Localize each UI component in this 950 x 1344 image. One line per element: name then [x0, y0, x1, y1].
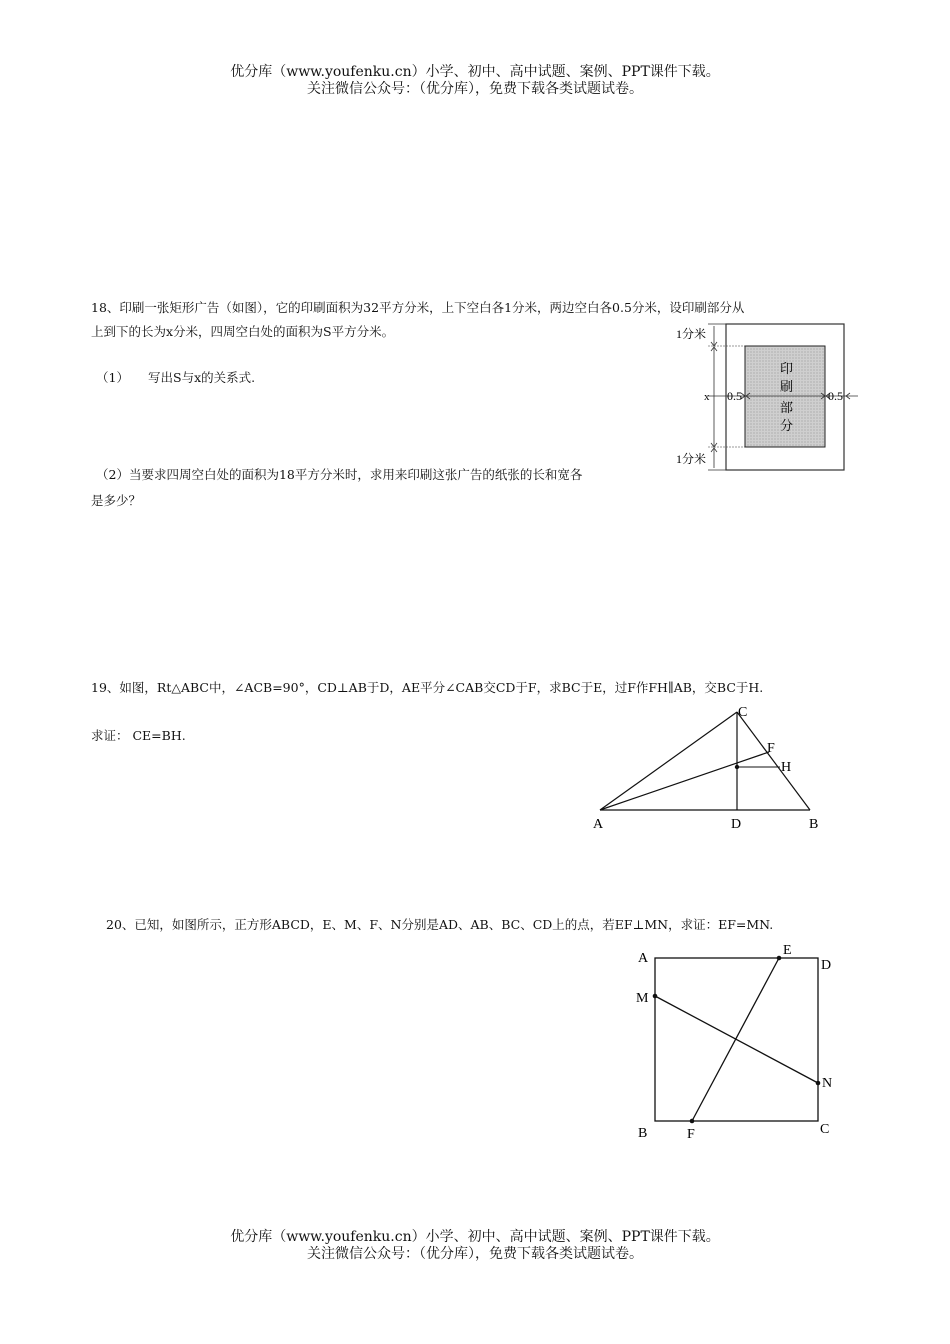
right-margin-label: 0.5: [828, 389, 843, 403]
q20-label-F: F: [687, 1127, 695, 1140]
x-label: x: [704, 391, 710, 403]
footer-line-1: 优分库（www.youfenku.cn）小学、初中、高中试题、案例、PPT课件下载。: [230, 1229, 720, 1245]
q19-text: 19、如图，Rt△ABC中，∠ACB=90°，CD⊥AB于D，AE平分∠CAB交CD于F，求BC于E，过F作FH∥AB，交BC于H.: [91, 680, 764, 695]
q18-text-line-1: 18、印刷一张矩形广告（如图），它的印刷面积为32平方分米，上下空白各1分米，两边空白各0.5分米，设印刷部分从: [91, 300, 745, 315]
footer-line-2: 关注微信公众号：（优分库），免费下载各类试题试卷。: [307, 1246, 643, 1262]
q20-label-D: D: [821, 958, 832, 973]
q20-label-E: E: [783, 943, 792, 958]
print-char-2: 刷: [780, 379, 794, 394]
print-char-3: 部: [780, 400, 794, 415]
q19-label-H: H: [781, 760, 792, 775]
q18-part1-number: （1）: [96, 370, 129, 385]
q19-label-B: B: [809, 817, 819, 832]
header-line-2: 关注微信公众号：（优分库），免费下载各类试题试卷。: [307, 81, 643, 97]
q20-label-C: C: [820, 1122, 830, 1137]
q18-part1-text: 写出S与x的关系式.: [148, 370, 256, 385]
q18-poster-figure: [672, 318, 862, 476]
q19-label-C: C: [738, 705, 748, 720]
q18-text-line-2: 上到下的长为x分米，四周空白处的面积为S平方分米。: [91, 324, 395, 339]
q20-square-figure: [630, 940, 845, 1140]
top-margin-label: 1分米: [676, 327, 707, 341]
q20-text: 20、已知，如图所示，正方形ABCD，E、M、F、N分别是AD、AB、BC、CD上的点，若EF⊥MN，求证：EF=MN.: [106, 917, 774, 932]
print-char-1: 印: [780, 361, 794, 376]
q20-label-A: A: [638, 951, 649, 966]
q20-label-M: M: [636, 991, 649, 1006]
header-line-1: 优分库（www.youfenku.cn）小学、初中、高中试题、案例、PPT课件下载。: [230, 64, 720, 80]
q19-label-F: F: [767, 741, 775, 756]
print-char-4: 分: [780, 418, 794, 433]
q18-part2-line-2: 是多少？: [91, 493, 142, 508]
q20-label-B: B: [638, 1126, 648, 1140]
q19-triangle-figure: [585, 700, 835, 835]
q19-label-D: D: [731, 817, 742, 832]
bottom-margin-label: 1分米: [676, 452, 707, 466]
q20-label-N: N: [822, 1076, 833, 1091]
q18-part2-line-1: （2）当要求四周空白处的面积为18平方分米时，求用来印刷这张广告的纸张的长和宽各: [96, 467, 583, 482]
q19-label-A: A: [593, 817, 604, 832]
left-margin-label: 0.5: [727, 389, 742, 403]
q19-prove: 求证： CE=BH.: [91, 728, 186, 743]
